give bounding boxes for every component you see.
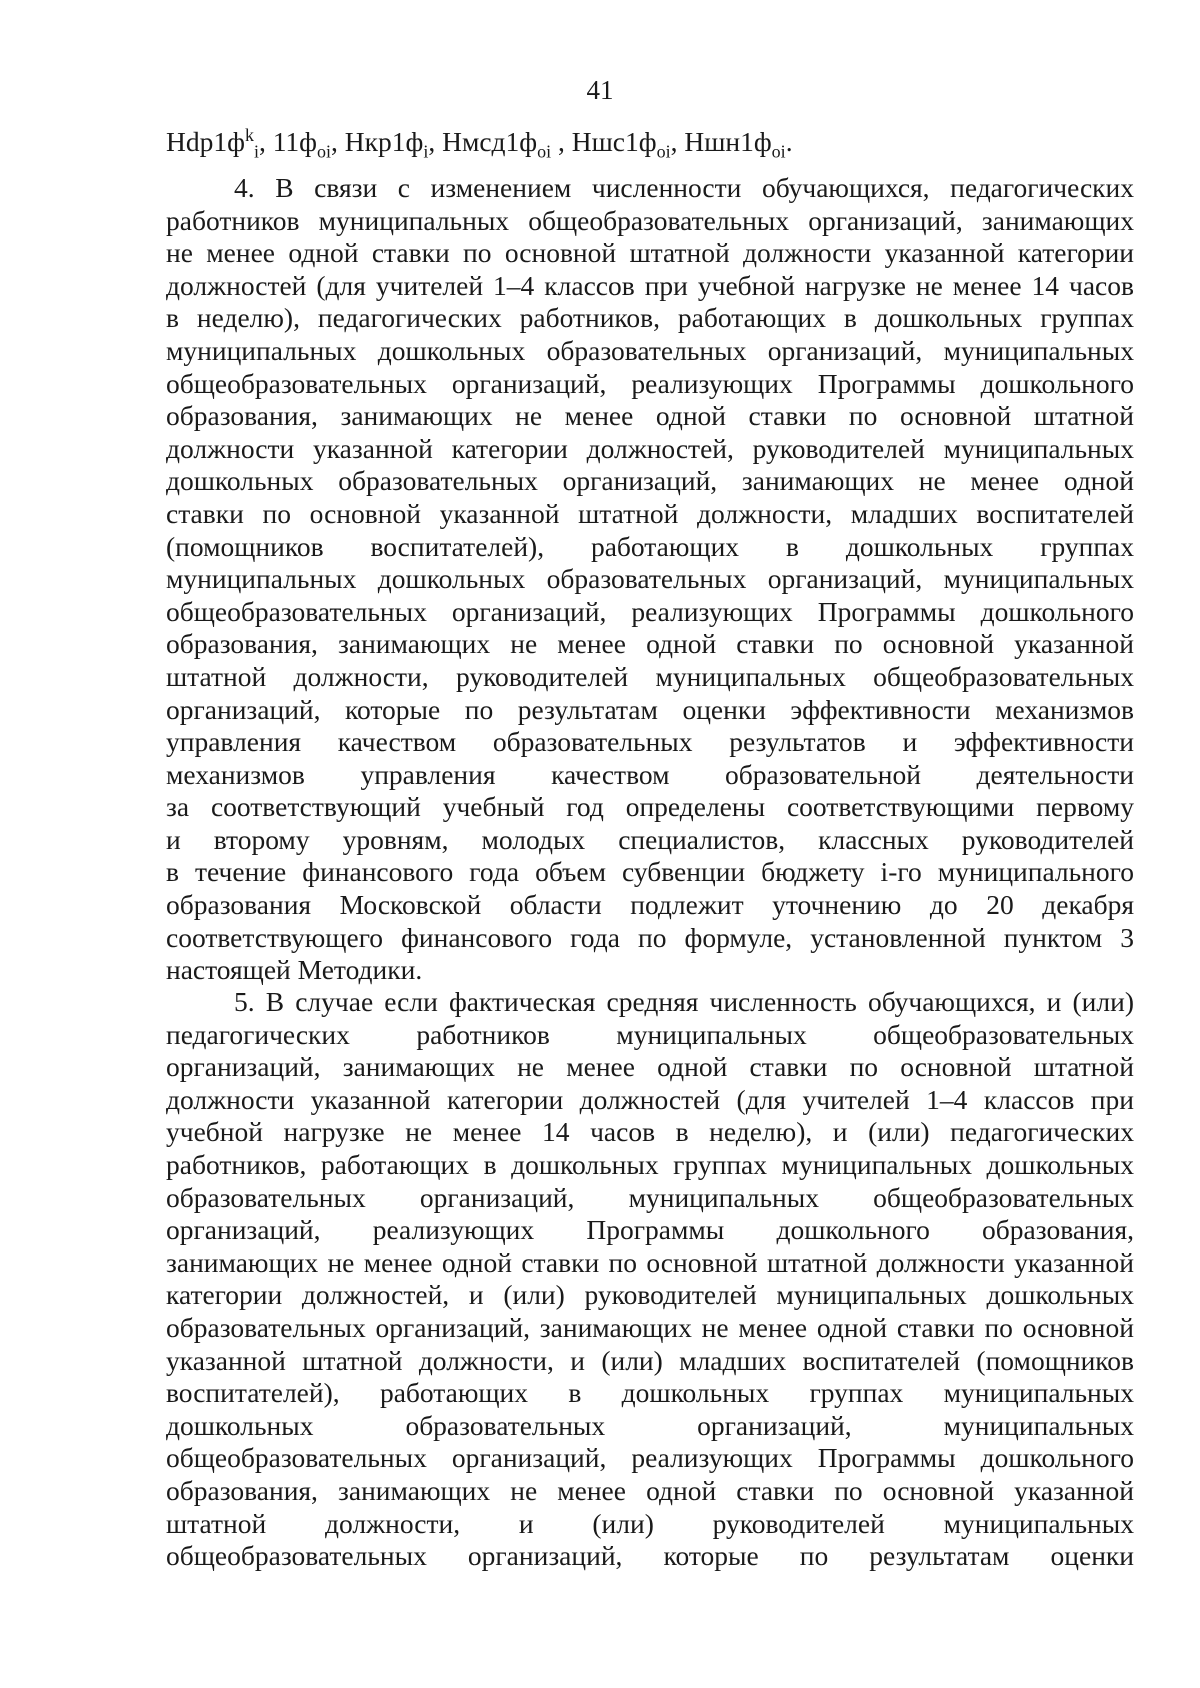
formula-term-1-sub: i <box>253 141 259 162</box>
text-line: образования, занимающих не менее одной ставки по основной указанной <box>166 1474 1134 1506</box>
text-line: категории должностей, и (или) руководителей муниципальных дошкольных <box>166 1279 1134 1311</box>
text-line: указанной штатной должности, и (или) младших воспитателей (помощников <box>166 1344 1134 1376</box>
formula-term-2: , 11ф <box>258 126 318 157</box>
text-line: настоящей Методики. <box>166 954 423 986</box>
text-line: в течение финансового года объем субвенции бюджету i-го муниципального <box>166 856 1134 888</box>
text-line: работников муниципальных общеобразовательных организаций, занимающих <box>166 204 1134 236</box>
text-line: штатной должности, и (или) руководителей муниципальных <box>166 1507 1134 1539</box>
text-line: общеобразовательных организаций, реализующих Программы дошкольного <box>166 595 1134 627</box>
formula-term-3: , Hкр1ф <box>331 126 424 157</box>
text-line: организаций, которые по результатам оценки эффективности механизмов <box>166 693 1134 725</box>
formula-term-6: , Ншн1ф <box>670 126 772 157</box>
text-line: ставки по основной указанной штатной должности, младших воспитателей <box>166 497 1134 529</box>
formula-term-2-sub: oi <box>317 141 332 162</box>
text-line: механизмов управления качеством образовательной деятельности <box>166 758 1134 790</box>
text-line: образовательных организаций, муниципальных общеобразовательных <box>166 1181 1134 1213</box>
text-line: 4. В связи с изменением численности обучающихся, педагогических <box>234 172 1134 203</box>
text-line: общеобразовательных организаций, которые по результатам оценки <box>166 1540 1134 1572</box>
formula-term-7: . <box>785 126 793 157</box>
formula-line <box>166 124 793 160</box>
text-line: управления качеством образовательных результатов и эффективности <box>166 726 1134 758</box>
text-line: дошкольных образовательных организаций, занимающих не менее одной <box>166 465 1134 497</box>
text-line: соответствующего финансового года по формуле, установленной пунктом 3 <box>166 921 1134 953</box>
text-line: не менее одной ставки по основной штатной должности указанной категории <box>166 237 1134 269</box>
formula-term-5: , Ншс1ф <box>551 126 657 157</box>
text-line: за соответствующий учебный год определены соответствующими первому <box>166 791 1134 823</box>
text-line: образования Московской области подлежит уточнению до 20 декабря <box>166 889 1134 921</box>
text-line: дошкольных образовательных организаций, муниципальных <box>166 1409 1134 1441</box>
text-line: муниципальных дошкольных образовательных организаций, муниципальных <box>166 563 1134 595</box>
formula-term-1: Hdp1ф <box>166 126 245 157</box>
text-line: образовательных организаций, занимающих не менее одной ставки по основной <box>166 1311 1134 1343</box>
text-line: организаций, реализующих Программы дошкольного образования, <box>166 1214 1134 1246</box>
text-line: общеобразовательных организаций, реализующих Программы дошкольного <box>166 1442 1134 1474</box>
page-number: 41 <box>586 75 614 105</box>
paragraph-5 <box>166 986 1134 1573</box>
text-line: (помощников воспитателей), работающих в дошкольных группах <box>166 530 1134 562</box>
text-line: учебной нагрузке не менее 14 часов в неделю), и (или) педагогических <box>166 1116 1134 1148</box>
text-line: в неделю), педагогических работников, работающих в дошкольных группах <box>166 302 1134 334</box>
text-line: образования, занимающих не менее одной ставки по основной штатной <box>166 400 1134 432</box>
text-line: воспитателей), работающих в дошкольных группах муниципальных <box>166 1377 1134 1409</box>
text-line: и второму уровням, молодых специалистов, классных руководителей <box>166 823 1134 855</box>
formula-term-5-sub: oi <box>656 141 671 162</box>
text-line: должности указанной категории должностей, руководителей муниципальных <box>166 432 1134 464</box>
text-line: штатной должности, руководителей муниципальных общеобразовательных <box>166 660 1134 692</box>
text-line: должности указанной категории должностей (для учителей 1–4 классов при <box>166 1083 1134 1115</box>
formula-term-3-sub: i <box>423 141 429 162</box>
text-line: занимающих не менее одной ставки по основной штатной должности указанной <box>166 1246 1134 1278</box>
formula-term-1-sup: k <box>244 125 254 146</box>
formula-term-4: , Нмсд1ф <box>428 126 538 157</box>
text-line: должностей (для учителей 1–4 классов при учебной нагрузке не менее 14 часов <box>166 269 1134 301</box>
paragraph-4 <box>166 172 1134 987</box>
text-line: педагогических работников муниципальных общеобразовательных <box>166 1018 1134 1050</box>
text-line: работников, работающих в дошкольных группах муниципальных дошкольных <box>166 1148 1134 1180</box>
text-line: общеобразовательных организаций, реализующих Программы дошкольного <box>166 367 1134 399</box>
formula-term-4-sub: oi <box>537 141 552 162</box>
text-line: организаций, занимающих не менее одной ставки по основной штатной <box>166 1051 1134 1083</box>
text-line: 5. В случае если фактическая средняя численность обучающихся, и (или) <box>234 986 1134 1017</box>
formula-term-6-sub: oi <box>771 141 786 162</box>
text-line: образования, занимающих не менее одной ставки по основной указанной <box>166 628 1134 660</box>
text-line: муниципальных дошкольных образовательных организаций, муниципальных <box>166 334 1134 366</box>
